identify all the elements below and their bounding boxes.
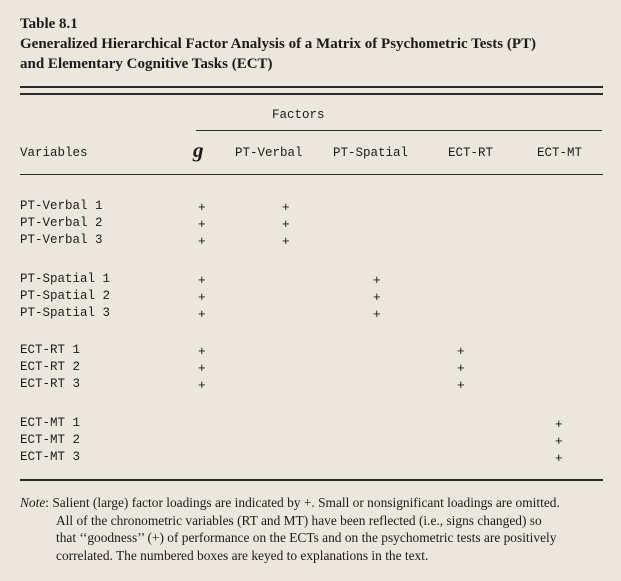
variables-column-header: Variables: [20, 146, 88, 160]
header-rule: [20, 174, 603, 175]
table-row-label: PT-Verbal 3: [20, 233, 103, 247]
table-note: [20, 494, 610, 564]
table-row-label: ECT-MT 2: [20, 433, 81, 447]
salient-loading-mark: +: [198, 216, 206, 231]
table-row-label: ECT-RT 3: [20, 377, 81, 391]
salient-loading-mark: +: [457, 343, 465, 358]
table-row-label: ECT-RT 2: [20, 360, 81, 374]
salient-loading-mark: +: [373, 289, 381, 304]
table-row-label: PT-Verbal 2: [20, 216, 103, 230]
bottom-rule: [20, 479, 603, 481]
factors-rule: [196, 130, 602, 131]
salient-loading-mark: +: [198, 272, 206, 287]
salient-loading-mark: +: [555, 433, 563, 448]
table-row-label: PT-Spatial 2: [20, 289, 111, 303]
table-caption-line-1: Generalized Hierarchical Factor Analysis of a Matrix of Psychometric Tests (PT): [20, 36, 537, 52]
salient-loading-mark: +: [198, 360, 206, 375]
table-row-label: PT-Verbal 1: [20, 199, 103, 213]
note-line-4: correlated. The numbered boxes are keyed to explanations in the text.: [56, 547, 429, 563]
table-row-label: ECT-MT 1: [20, 416, 81, 430]
ect-rt-column-header: ECT-RT: [448, 146, 494, 160]
salient-loading-mark: +: [198, 343, 206, 358]
salient-loading-mark: +: [198, 377, 206, 392]
salient-loading-mark: +: [373, 306, 381, 321]
table-title: [20, 14, 610, 74]
table-row-label: PT-Spatial 3: [20, 306, 111, 320]
note-line-3: that ‘‘goodness’’ (+) of performance on the ECTs and on the psychometric tests are positively: [56, 530, 557, 545]
pt-verbal-column-header: PT-Verbal: [235, 146, 303, 160]
factors-header: Factors: [272, 108, 325, 122]
salient-loading-mark: +: [282, 233, 290, 248]
salient-loading-mark: +: [457, 377, 465, 392]
salient-loading-mark: +: [198, 306, 206, 321]
g-column-header: g: [193, 138, 204, 162]
pt-spatial-column-header: PT-Spatial: [333, 146, 409, 160]
salient-loading-mark: +: [198, 289, 206, 304]
note-line-1: : Salient (large) factor loadings are indicated by +. Small or nonsignificant loadings are omitted.: [45, 495, 560, 510]
salient-loading-mark: +: [198, 199, 206, 214]
salient-loading-mark: +: [457, 360, 465, 375]
salient-loading-mark: +: [555, 450, 563, 465]
salient-loading-mark: +: [282, 216, 290, 231]
table-row-label: ECT-RT 1: [20, 343, 81, 357]
table-row-label: ECT-MT 3: [20, 450, 81, 464]
ect-mt-column-header: ECT-MT: [537, 146, 583, 160]
salient-loading-mark: +: [555, 416, 563, 431]
note-line-2: All of the chronometric variables (RT and MT) have been reflected (i.e., signs changed) so: [56, 512, 542, 528]
salient-loading-mark: +: [198, 233, 206, 248]
salient-loading-mark: +: [373, 272, 381, 287]
table-caption-line-2: and Elementary Cognitive Tasks (ECT): [20, 56, 273, 72]
salient-loading-mark: +: [282, 199, 290, 214]
note-label: Note: [20, 495, 46, 510]
double-rule: [20, 86, 603, 95]
table-row-label: PT-Spatial 1: [20, 272, 111, 286]
table-number: Table 8.1: [20, 16, 78, 32]
